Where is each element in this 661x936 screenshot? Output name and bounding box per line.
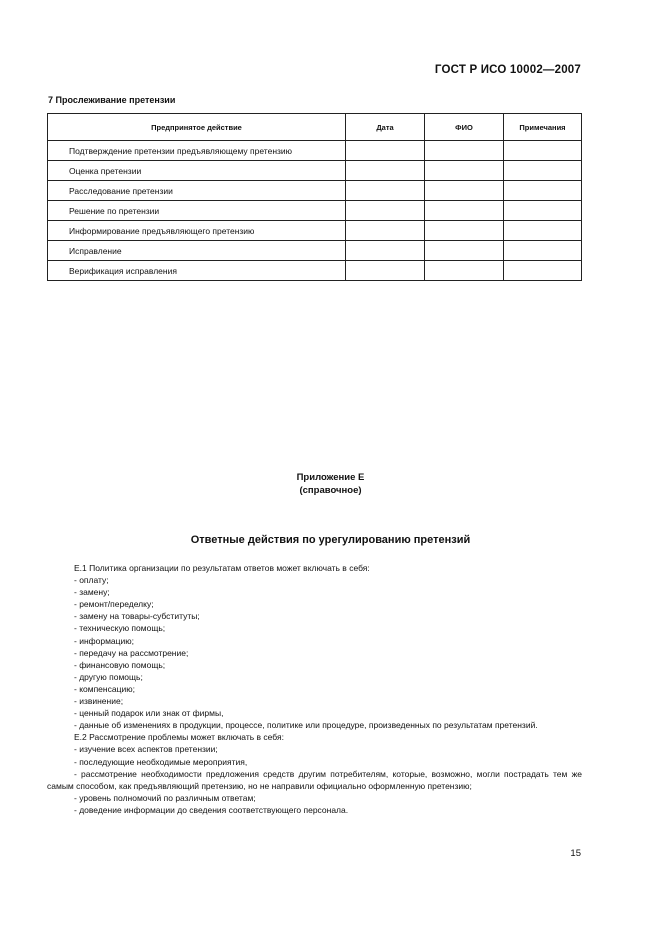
list-item: - уровень полномочий по различным ответам;: [74, 792, 256, 803]
table-cell-date: [346, 241, 425, 261]
appendix-body: [47, 562, 582, 816]
list-item: - последующие необходимые мероприятия,: [74, 756, 248, 767]
list-item: - доведение информации до сведения соответствующего персонала.: [74, 804, 349, 815]
table-cell-notes: [504, 241, 582, 261]
list-item: - передачу на рассмотрение;: [74, 647, 189, 658]
clause-e1-intro: Е.1 Политика организации по результатам ответов может включать в себя:: [74, 563, 370, 573]
table-row: [48, 161, 582, 181]
table-row: [48, 181, 582, 201]
column-header-fio: ФИО: [425, 114, 504, 141]
appendix-title: [0, 471, 661, 497]
list-item: - изучение всех аспектов претензии;: [74, 744, 218, 755]
column-header-notes: Примечания: [504, 114, 582, 141]
section-title: 7 Прослеживание претензии: [48, 95, 176, 105]
list-item: - компенсацию;: [74, 683, 135, 694]
tracking-table: [47, 113, 582, 281]
table-cell-action: Верификация исправления: [48, 261, 346, 281]
table-cell-notes: [504, 161, 582, 181]
document-header: ГОСТ Р ИСО 10002—2007: [434, 64, 581, 76]
table-cell-date: [346, 161, 425, 181]
table-row: [48, 221, 582, 241]
table-cell-notes: [504, 141, 582, 161]
list-item: - другую помощь;: [74, 671, 143, 682]
table-cell-notes: [504, 181, 582, 201]
table-cell-action: Решение по претензии: [48, 201, 346, 221]
table-cell-action: Подтверждение претензии предъявляющему претензию: [48, 141, 346, 161]
table-cell-action: Исправление: [48, 241, 346, 261]
table-cell-notes: [504, 261, 582, 281]
appendix-label: Приложение Е: [296, 472, 365, 483]
list-item: - замену;: [74, 587, 110, 598]
table-row: [48, 241, 582, 261]
appendix-type: (справочное): [299, 485, 362, 496]
list-item: - ценный подарок или знак от фирмы,: [74, 708, 224, 719]
column-header-action: Предпринятое действие: [48, 114, 346, 141]
table-cell-date: [346, 201, 425, 221]
table-cell-fio: [425, 241, 504, 261]
table-cell-action: Информирование предъявляющего претензию: [48, 221, 346, 241]
list-item: - техническую помощь;: [74, 623, 166, 634]
table-cell-fio: [425, 221, 504, 241]
table-cell-date: [346, 181, 425, 201]
table-cell-fio: [425, 201, 504, 221]
clause-e2-intro: Е.2 Рассмотрение проблемы может включать в себя:: [74, 732, 284, 743]
list-item: - замену на товары-субституты;: [74, 611, 200, 622]
list-item: - ремонт/переделку;: [74, 599, 154, 610]
table-cell-action: Оценка претензии: [48, 161, 346, 181]
table-cell-action: Расследование претензии: [48, 181, 346, 201]
list-item: - извинение;: [74, 696, 124, 707]
page-number: 15: [570, 848, 581, 859]
table-cell-notes: [504, 221, 582, 241]
table-cell-fio: [425, 161, 504, 181]
table-header-row: [48, 114, 582, 141]
table-cell-fio: [425, 181, 504, 201]
table-cell-date: [346, 261, 425, 281]
column-header-date: Дата: [346, 114, 425, 141]
table-cell-date: [346, 221, 425, 241]
appendix-heading: Ответные действия по урегулированию претензий: [190, 534, 471, 546]
table-cell-date: [346, 141, 425, 161]
list-item: - данные об изменениях в продукции, процессе, политике или процедуре, произведенных по результатам претензий.: [74, 720, 538, 731]
table-cell-fio: [425, 141, 504, 161]
list-item: - информацию;: [74, 635, 135, 646]
table-row: [48, 201, 582, 221]
table-row: [48, 141, 582, 161]
table-row: [48, 261, 582, 281]
list-item: - оплату;: [74, 575, 109, 586]
list-item: - финансовую помощь;: [74, 659, 166, 670]
table-cell-notes: [504, 201, 582, 221]
list-item: - рассмотрение необходимости предложения средств другим потребителям, которые, возможно, могли пострадать тем же самым способом, как предъявляющий претензию, но не направили официально оформленную претензию;: [47, 768, 582, 791]
table-cell-fio: [425, 261, 504, 281]
